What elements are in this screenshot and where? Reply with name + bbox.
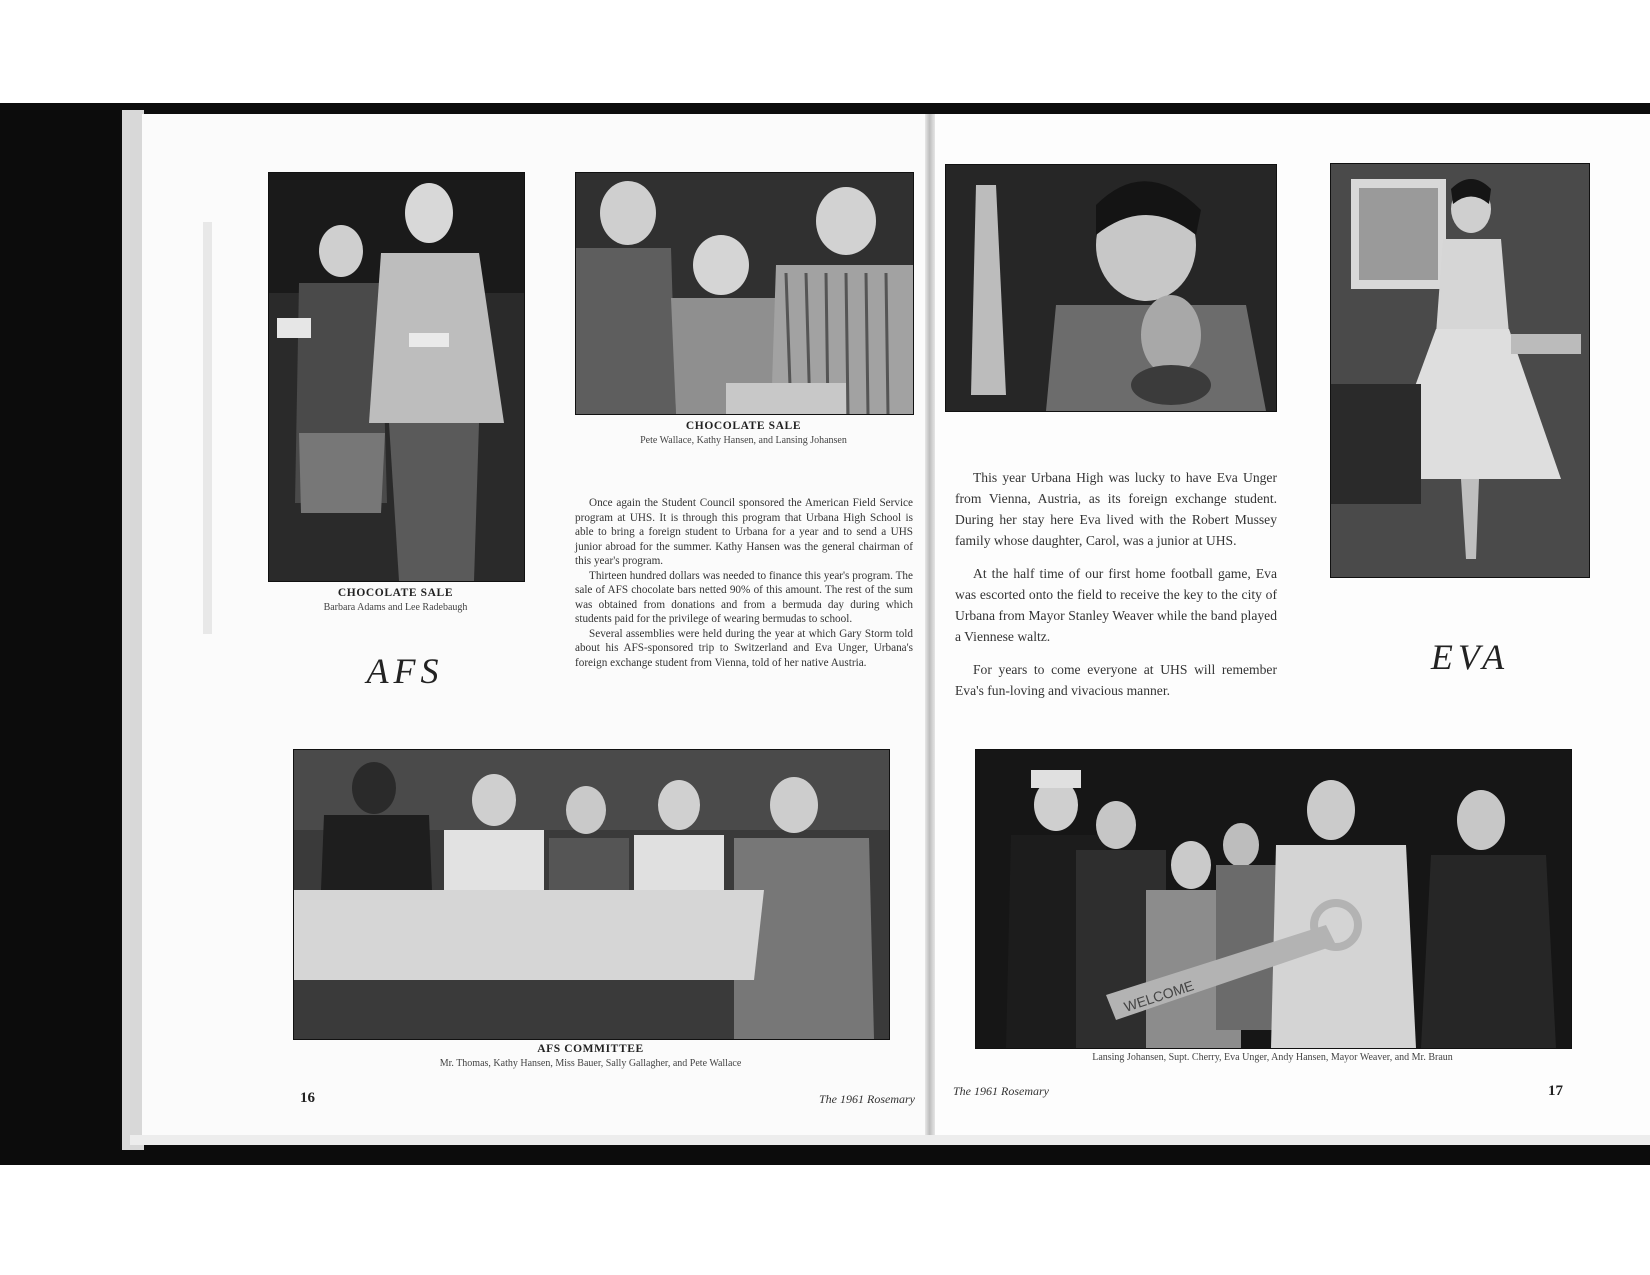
page-number-left: 16 — [300, 1090, 315, 1106]
photo1-caption-names: Barbara Adams and Lee Radebaugh — [323, 602, 468, 613]
afs-paragraph-1: Once again the Student Council sponsored the American Field Service program at UHS. It is through this program that Urbana High School is able to bring a foreign student to Urbana for a year and to send a UHS junior abroad for the summer. Kathy Hansen was the general chairman of this year's program. — [575, 497, 913, 567]
photo6-caption-names: Lansing Johansen, Supt. Cherry, Eva Unger, Andy Hansen, Mayor Weaver, and Mr. Braun — [1092, 1052, 1453, 1063]
eva-paragraph-2: At the half time of our first home football game, Eva was escorted onto the field to receive the key to the city of Urbana from Mayor Stanley Weaver while the band played a Viennese waltz. — [955, 566, 1277, 644]
footer-right: The 1961 Rosemary — [953, 1084, 1049, 1098]
eva-paragraph-1: This year Urbana High was lucky to have Eva Unger from Vienna, Austria, as its foreign exchange student. During her stay here Eva lived with the Robert Mussey family whose daughter, Carol, was a junior at UHS. — [955, 470, 1277, 548]
photo3-caption-names: Mr. Thomas, Kathy Hansen, Miss Bauer, Sally Gallagher, and Pete Wallace — [439, 1058, 742, 1069]
footer-left: The 1961 Rosemary — [819, 1092, 915, 1106]
afs-paragraph-3: Several assemblies were held during the year at which Gary Storm told about his AFS-sponsored trip to Switzerland and Eva Unger, Urbana's foreign exchange student from Vienna, told of her native Austria. — [575, 627, 913, 669]
photo2-caption-names: Pete Wallace, Kathy Hansen, and Lansing Johansen — [640, 435, 847, 446]
key-to-city-photo — [975, 749, 1572, 1049]
eva-paragraph-3: For years to come everyone at UHS will remember Eva's fun-loving and vivacious manner. — [955, 662, 1277, 698]
chocolate-sale-photo-1 — [268, 172, 525, 582]
afs-article-text — [575, 496, 913, 670]
afs-paragraph-2: Thirteen hundred dollars was needed to finance this year's program. The sale of AFS chocolate bars netted 90% of this amount. The rest of the sum was obtained from donations and from a bermuda day during which students paid for the privilege of wearing bermudas to school. — [575, 569, 913, 625]
afs-section-title: AFS — [366, 651, 444, 691]
eva-section-title: EVA — [1430, 637, 1510, 677]
page-bottom-edge — [130, 1135, 1650, 1145]
previous-page-sliver — [203, 222, 212, 634]
photo1-caption-title: CHOCOLATE SALE — [337, 587, 454, 599]
afs-committee-photo — [293, 749, 890, 1040]
book-gutter — [925, 114, 935, 1144]
key-text: WELCOME — [1121, 977, 1196, 1015]
chocolate-sale-photo-2 — [575, 172, 914, 415]
eva-dress-photo — [1330, 163, 1590, 578]
page-number-right: 17 — [1548, 1083, 1563, 1099]
eva-portrait-photo — [945, 164, 1277, 412]
book-cover-edge — [122, 110, 144, 1150]
photo2-caption-title: CHOCOLATE SALE — [685, 420, 802, 432]
photo3-caption-title: AFS COMMITTEE — [537, 1043, 644, 1055]
eva-article-text — [955, 467, 1277, 713]
